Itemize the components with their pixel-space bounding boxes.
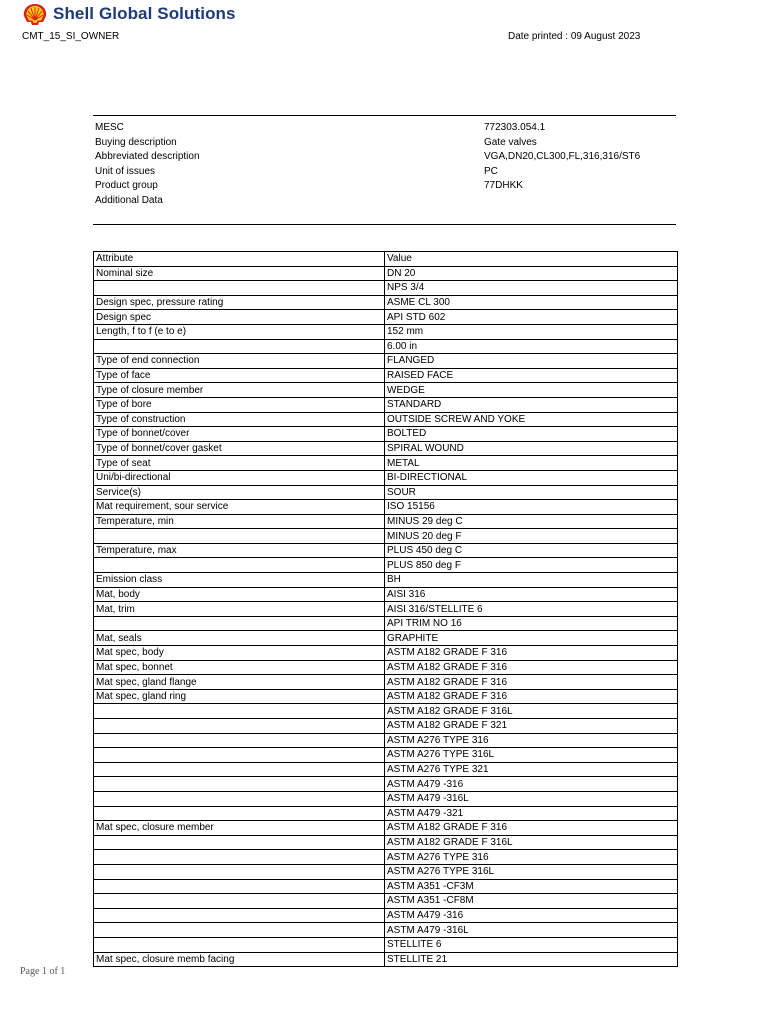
value-cell: PLUS 850 deg F (385, 558, 678, 573)
table-row (94, 952, 678, 967)
table-row (94, 748, 678, 763)
meta-row (95, 179, 675, 194)
table-row (94, 719, 678, 734)
value-cell: MINUS 29 deg C (385, 514, 678, 529)
attribute-cell: Mat spec, closure memb facing (94, 952, 385, 967)
value-cell: ASTM A182 GRADE F 316L (385, 835, 678, 850)
table-row (94, 616, 678, 631)
table-row (94, 864, 678, 879)
attribute-cell: Type of bonnet/cover (94, 427, 385, 442)
value-cell: AISI 316/STELLITE 6 (385, 602, 678, 617)
table-row (94, 514, 678, 529)
column-header-attribute: Attribute (94, 252, 385, 267)
attribute-cell (94, 923, 385, 938)
attribute-cell (94, 339, 385, 354)
table-row (94, 558, 678, 573)
value-cell: ASTM A182 GRADE F 316L (385, 704, 678, 719)
attribute-cell (94, 616, 385, 631)
attribute-cell: Type of bore (94, 397, 385, 412)
attribute-cell: Type of construction (94, 412, 385, 427)
table-row (94, 879, 678, 894)
attribute-cell: Uni/bi-directional (94, 470, 385, 485)
document-code: CMT_15_SI_OWNER (22, 31, 120, 42)
attribute-cell (94, 558, 385, 573)
table-row (94, 470, 678, 485)
value-cell: ASME CL 300 (385, 295, 678, 310)
table-row (94, 646, 678, 661)
attribute-cell: Mat spec, body (94, 646, 385, 661)
table-row (94, 923, 678, 938)
value-cell: ASTM A479 -321 (385, 806, 678, 821)
attribute-cell: Mat spec, gland flange (94, 675, 385, 690)
attribute-cell (94, 791, 385, 806)
attribute-cell: Type of face (94, 368, 385, 383)
table-row (94, 894, 678, 909)
date-printed: Date printed : 09 August 2023 (508, 31, 641, 42)
meta-divider (93, 224, 676, 225)
table-row (94, 821, 678, 836)
attribute-cell: Type of end connection (94, 354, 385, 369)
value-cell: WEDGE (385, 383, 678, 398)
value-cell: METAL (385, 456, 678, 471)
meta-row (95, 121, 675, 136)
attribute-cell: Design spec (94, 310, 385, 325)
meta-label: Product group (95, 180, 158, 192)
shell-logo-icon (22, 3, 48, 27)
table-row (94, 704, 678, 719)
table-row (94, 660, 678, 675)
meta-value: 772303.054.1 (484, 122, 546, 133)
attribute-cell: Type of closure member (94, 383, 385, 398)
table-row (94, 543, 678, 558)
attribute-cell: Temperature, max (94, 543, 385, 558)
attribute-cell (94, 806, 385, 821)
value-cell: ASTM A351 -CF8M (385, 894, 678, 909)
table-row (94, 441, 678, 456)
meta-value: VGA,DN20,CL300,FL,316,316/ST6 (484, 151, 641, 163)
table-row (94, 908, 678, 923)
attribute-table (93, 251, 678, 967)
table-row (94, 281, 678, 296)
value-cell: ASTM A479 -316 (385, 908, 678, 923)
attribute-cell: Emission class (94, 573, 385, 588)
attribute-cell: Mat, trim (94, 602, 385, 617)
table-row (94, 631, 678, 646)
value-cell: STELLITE 21 (385, 952, 678, 967)
table-row (94, 675, 678, 690)
value-cell: ASTM A479 -316L (385, 791, 678, 806)
value-cell: BOLTED (385, 427, 678, 442)
value-cell: FLANGED (385, 354, 678, 369)
item-meta-block (95, 121, 675, 209)
attribute-cell: Temperature, min (94, 514, 385, 529)
attribute-cell (94, 894, 385, 909)
value-cell: ASTM A276 TYPE 316L (385, 864, 678, 879)
meta-row (95, 194, 675, 209)
table-row (94, 791, 678, 806)
table-row (94, 339, 678, 354)
meta-label: Abbreviated description (95, 151, 200, 163)
value-cell: ASTM A351 -CF3M (385, 879, 678, 894)
table-row (94, 850, 678, 865)
value-cell: API STD 602 (385, 310, 678, 325)
meta-value: PC (484, 165, 498, 177)
attribute-cell (94, 835, 385, 850)
value-cell: SOUR (385, 485, 678, 500)
value-cell: BH (385, 573, 678, 588)
attribute-cell (94, 733, 385, 748)
value-cell: RAISED FACE (385, 368, 678, 383)
value-cell: OUTSIDE SCREW AND YOKE (385, 412, 678, 427)
table-row (94, 412, 678, 427)
attribute-cell: Type of seat (94, 456, 385, 471)
table-row (94, 573, 678, 588)
table-row (94, 733, 678, 748)
attribute-cell (94, 719, 385, 734)
meta-row (95, 150, 675, 165)
attribute-cell: Service(s) (94, 485, 385, 500)
table-row (94, 937, 678, 952)
attribute-cell: Mat spec, bonnet (94, 660, 385, 675)
attribute-cell: Mat spec, closure member (94, 821, 385, 836)
value-cell: ASTM A182 GRADE F 316 (385, 646, 678, 661)
meta-label: Unit of issues (95, 165, 156, 177)
table-row (94, 587, 678, 602)
attribute-cell: Design spec, pressure rating (94, 295, 385, 310)
value-cell: GRAPHITE (385, 631, 678, 646)
attribute-cell (94, 879, 385, 894)
table-row (94, 324, 678, 339)
table-row (94, 368, 678, 383)
meta-label: Additional Data (95, 194, 163, 206)
brand-name: Shell Global Solutions (53, 4, 236, 23)
column-header-value: Value (385, 252, 678, 267)
meta-row (95, 136, 675, 151)
meta-row (95, 165, 675, 180)
top-divider (93, 115, 676, 116)
attribute-cell (94, 529, 385, 544)
value-cell: ISO 15156 (385, 500, 678, 515)
value-cell: ASTM A182 GRADE F 316 (385, 660, 678, 675)
table-row (94, 529, 678, 544)
attribute-cell (94, 864, 385, 879)
value-cell: ASTM A182 GRADE F 321 (385, 719, 678, 734)
table-row (94, 835, 678, 850)
attribute-cell: Length, f to f (e to e) (94, 324, 385, 339)
attribute-cell (94, 281, 385, 296)
value-cell: ASTM A182 GRADE F 316 (385, 689, 678, 704)
table-row (94, 427, 678, 442)
value-cell: MINUS 20 deg F (385, 529, 678, 544)
value-cell: BI-DIRECTIONAL (385, 470, 678, 485)
table-header-row (94, 252, 678, 267)
value-cell: ASTM A276 TYPE 316 (385, 850, 678, 865)
value-cell: 6.00 in (385, 339, 678, 354)
value-cell: ASTM A182 GRADE F 316 (385, 821, 678, 836)
value-cell: SPIRAL WOUND (385, 441, 678, 456)
value-cell: ASTM A479 -316L (385, 923, 678, 938)
value-cell: ASTM A276 TYPE 321 (385, 762, 678, 777)
table-row (94, 806, 678, 821)
table-row (94, 602, 678, 617)
value-cell: 152 mm (385, 324, 678, 339)
value-cell: PLUS 450 deg C (385, 543, 678, 558)
attribute-cell: Mat requirement, sour service (94, 500, 385, 515)
value-cell: API TRIM NO 16 (385, 616, 678, 631)
table-row (94, 397, 678, 412)
attribute-cell: Mat, seals (94, 631, 385, 646)
value-cell: ASTM A276 TYPE 316L (385, 748, 678, 763)
value-cell: NPS 3/4 (385, 281, 678, 296)
attribute-cell: Nominal size (94, 266, 385, 281)
table-row (94, 762, 678, 777)
meta-value: 77DHKK (484, 180, 523, 192)
value-cell: STELLITE 6 (385, 937, 678, 952)
meta-value: Gate valves (484, 136, 537, 148)
table-row (94, 295, 678, 310)
table-row (94, 310, 678, 325)
attribute-cell: Mat spec, gland ring (94, 689, 385, 704)
attribute-cell: Mat, body (94, 587, 385, 602)
value-cell: DN 20 (385, 266, 678, 281)
attribute-cell (94, 762, 385, 777)
page-number: Page 1 of 1 (20, 966, 66, 977)
table-row (94, 354, 678, 369)
value-cell: AISI 316 (385, 587, 678, 602)
attribute-cell: Type of bonnet/cover gasket (94, 441, 385, 456)
table-row (94, 689, 678, 704)
attribute-cell (94, 777, 385, 792)
attribute-cell (94, 908, 385, 923)
value-cell: ASTM A182 GRADE F 316 (385, 675, 678, 690)
value-cell: STANDARD (385, 397, 678, 412)
table-row (94, 485, 678, 500)
meta-label: MESC (95, 122, 124, 133)
table-row (94, 777, 678, 792)
value-cell: ASTM A479 -316 (385, 777, 678, 792)
meta-label: Buying description (95, 136, 177, 148)
attribute-cell (94, 850, 385, 865)
table-row (94, 456, 678, 471)
attribute-cell (94, 937, 385, 952)
attribute-cell (94, 748, 385, 763)
value-cell: ASTM A276 TYPE 316 (385, 733, 678, 748)
table-row (94, 266, 678, 281)
table-row (94, 500, 678, 515)
table-row (94, 383, 678, 398)
attribute-cell (94, 704, 385, 719)
